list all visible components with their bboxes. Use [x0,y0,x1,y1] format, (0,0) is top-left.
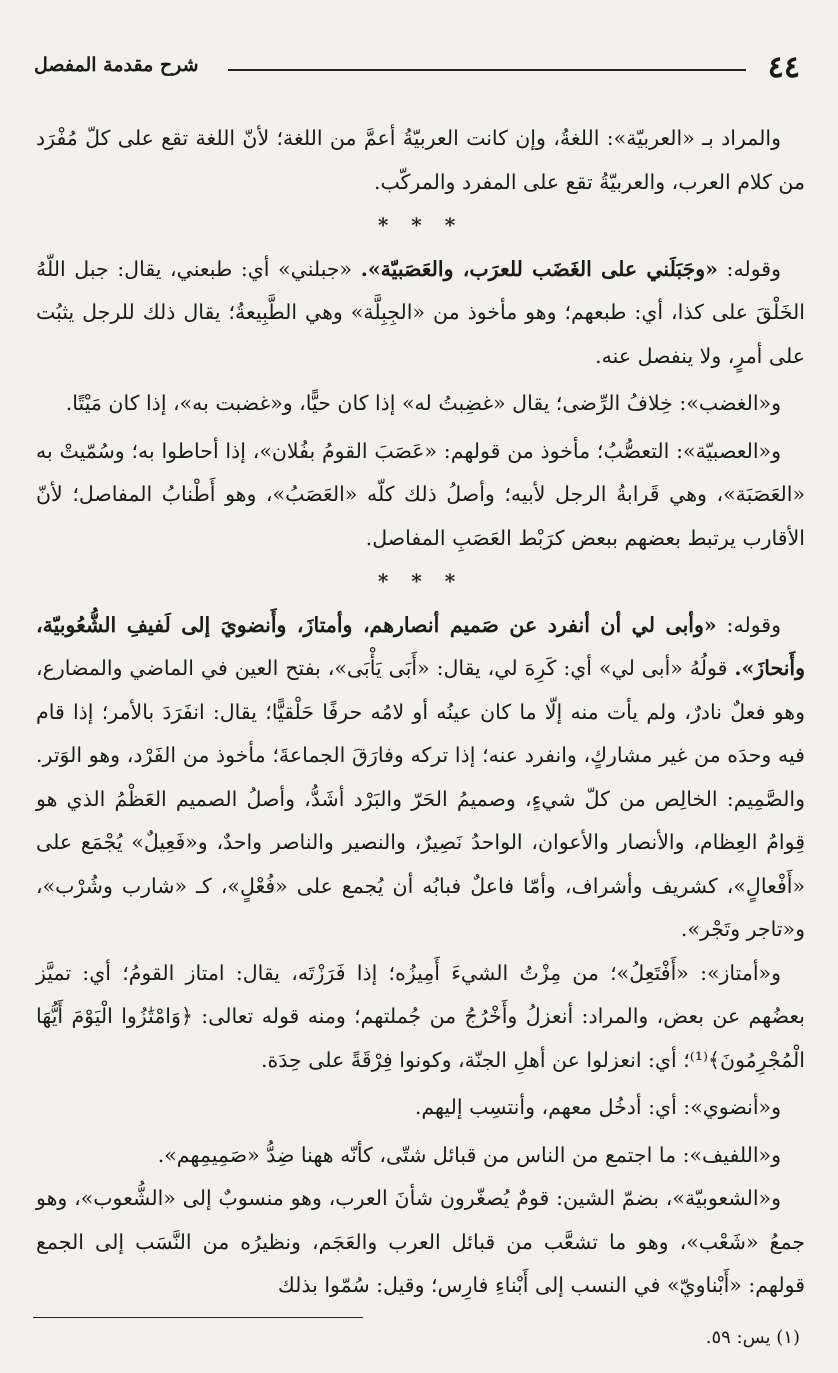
running-title: شرح مقدمة المفصل [34,54,199,76]
footnote: (١) يس: ٥٩. [705,1327,800,1348]
paragraph-1: والمراد بـ «العربيّة»: اللغةُ، وإن كانت العربيّةُ أعمَّ من اللغة؛ لأنّ اللغة تقع على كلّ مُفْرَد من كلام العرب، والعربيّةُ تقع على المفرد والمركّب. [36,126,805,194]
section-separator-1: * * * [377,213,464,237]
paragraph-9: و«الشعوبيّة»، بضمّ الشين: قومٌ يُصغّرون شأنَ العرب، وهو منسوبٌ إلى «الشُّعوب»، وهو جمعُ «شَعْب»، وهو ما تشعَّب من قبائل العرب والعَجَم، ونظيرُه من النَّسَب إلى الجمع قولهم: «أَبْناويّ» في النسب إلى أَبْناءِ فارِس؛ وقيل: سُمّوا بذلك [36,1186,805,1297]
paragraph-6: و«أمتاز»: «أَفْتَعِلُ»؛ من مِزْتُ الشيءَ أَمِيزُه؛ إذا فَرَزْتَه، يقال: امتاز القومُ؛ أي: تميَّز بعضُهم عن بعض، والمراد: أنعزلُ وأَخْرُجُ من جُملتهم؛ ومنه قوله تعالى: ﴿وَامْتَٰزُوا الْيَوْمَ أَيُّهَا الْمُجْرِمُونَ﴾⁽¹⁾؛ أي: انعزلوا عن أهلِ الجنّة، وكونوا فِرْقَةً على حِدَة. [36,960,805,1072]
header-rule [228,69,746,71]
paragraph-5 [36,604,805,952]
page-number: ٤٤ [767,50,800,85]
paragraph-8: و«اللفيف»: ما اجتمع من الناس من قبائل شتّى، كأنّه ههنا ضِدُّ «صَمِيمِهم». [157,1142,781,1167]
paragraph-5-text: قولُهُ «أبى لي» أي: كَرِهَ لي، يقال: «أَبَى يَأْبَى»، بفتح العين في الماضي والمضارع، وهو فعلٌ نادرٌ، ولم يأت منه إلّا ما كان عينُه أو لامُه حرفًا حَلْقيًّا؛ يقال: انفَرَدَ بالأمر؛ إذا قام فيه وحدَه من غير مشاركٍ، وانفرد عنه؛ إذا تركه وفارَقَ الجماعةَ؛ مأخوذ من الفَرْد، وهو الوَتر. والصَّمِيم: الخالِص من كلّ شيءٍ، وصميمُ الحَرّ والبَرْد أشَدُّ، وأصلُ الصميم العَظْمُ الذي هو قِوامُ العِظام، والأنصار والأعوان، الواحدُ نَصِيرٌ، والنصير والناصر واحدٌ، و«فَعِيلٌ» يُجْمَع على «أَفْعالٍ»، كشريف وأشراف، وأمّا فاعلٌ فبابُه أن يُجمع على «فُعْلٍ»، كـ «شارب وشُرْب»، و«تاجر وتَجْر». [36,656,805,941]
paragraph-4: و«العصبيّة»: التعصُّبُ؛ مأخوذ من قولهم: «عَصَبَ القومُ بفُلان»، إذا أحاطوا به؛ وسُمّيتْ به «العَصَبَة»، وهي قَرابةُ الرجل لأبيه؛ وأصلُ ذلك كلّه «العَصَبُ»، وهو أَطْنابُ المفاصل؛ لأنّ الأقارب يرتبط بعضهم ببعض كرَبْط العَصَبِ المفاصل. [36,438,805,550]
quoted-phrase: «وجَبَلَني على الغَضَب للعرَب، والعَصَبيّة». [360,256,718,281]
page-body [36,117,805,1308]
paragraph-7: و«أنضوي»: أي: أدخُل معهم، وأنتسِب إليهم. [414,1095,781,1119]
page-header [32,46,810,86]
paragraph-3: و«الغضب»: خِلافُ الرِّضى؛ يقال «غضِبتُ له» إذا كان حيًّا، و«غضبت به»، إذا كان مَيْتًا. [65,391,781,415]
quote-lead: وقوله: [716,612,781,637]
section-separator-2: * * * [377,569,464,593]
paragraph-2 [36,248,805,379]
paragraph-2-text: «جبلني» أي: طبعني، يقال: جبل اللّهُ الخَلْقَ على كذا، أي: طبعهم؛ وهو مأخوذ من «الجِبِلَّة» وهي الطَّبِيعةُ؛ يقال ذلك للرجل يثبُت على أمرٍ، ولا ينفصل عنه. [36,256,805,368]
quote-lead: وقوله: [717,256,781,281]
quoted-phrase: «وأبى لي أن أنفرد عن صَميم أنصارهم، وأمتازَ، وأَنضويَ إلى لَفيفِ الشُّعُوبيّة، وأَنحازَ». [36,612,805,680]
footnote-rule [33,1317,363,1318]
